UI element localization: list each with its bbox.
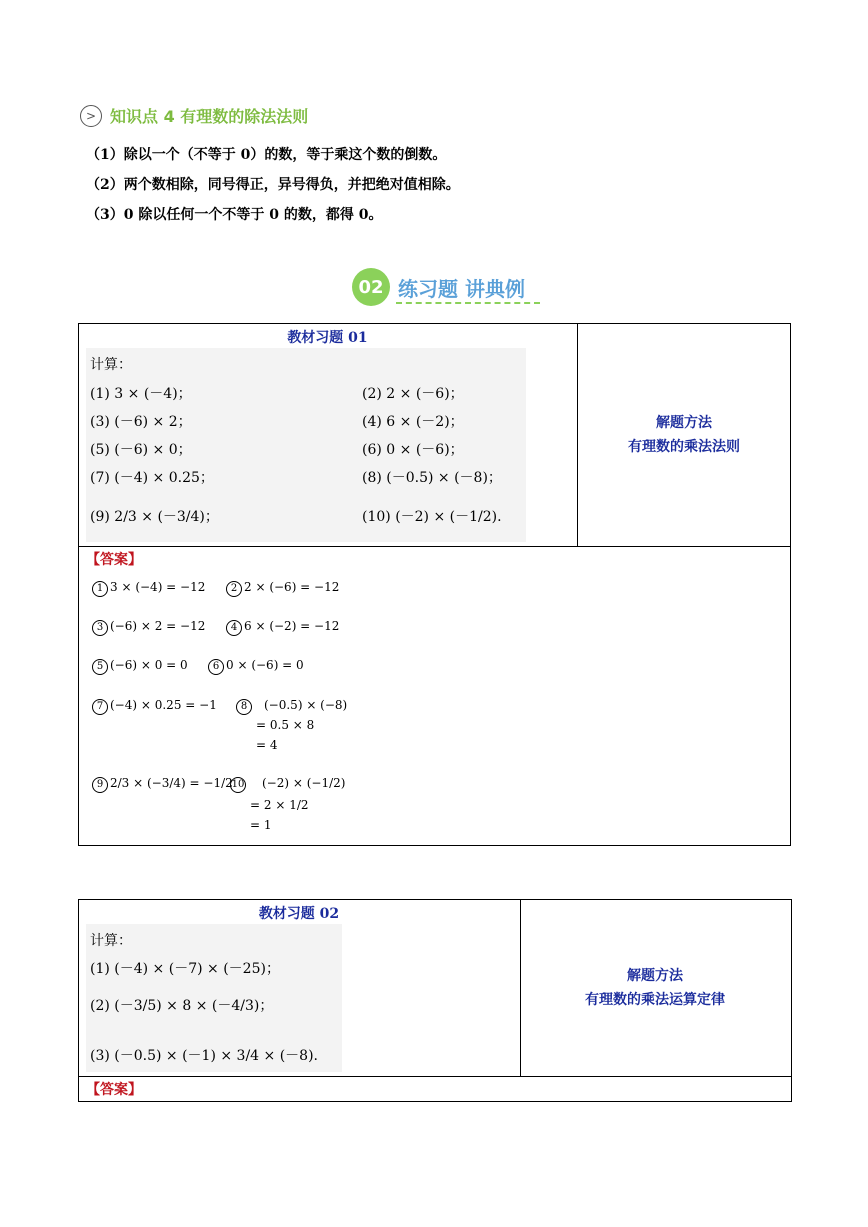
answer-8 [236, 698, 347, 715]
answer-5 [92, 658, 188, 675]
ex1-problem-7: (7) (－4) × 0.25； [90, 470, 214, 486]
ex1-problem-4: (4) 6 × (－2)； [362, 414, 464, 430]
answer-text: 6 × (−2) = −12 [244, 619, 340, 633]
answer-4 [226, 619, 339, 636]
ex1-problem-2: (2) 2 × (－6)； [362, 386, 464, 402]
answer-10-step-2: = 1 [250, 818, 272, 832]
answer-number: 1 [92, 581, 108, 597]
answer-number: 7 [92, 699, 108, 715]
answer-8-step-2: = 4 [256, 738, 278, 752]
ex1-problem-9: (9) 2/3 × (－3/4)； [90, 509, 219, 525]
answer-8-step-1: = 0.5 × 8 [256, 718, 315, 732]
method-label: 解题方法 [627, 968, 683, 984]
exercise-2-answer-divider [78, 1076, 791, 1077]
answer-2 [226, 580, 339, 597]
answer-text: (−6) × 0 = 0 [110, 658, 188, 672]
rule-3: （3）0 除以任何一个不等于 0 的数，都得 0。 [86, 207, 383, 223]
exercise-2-divider [520, 899, 521, 1076]
answer-number: 5 [92, 659, 108, 675]
knowledge-heading [80, 104, 308, 127]
answer-text: (−2) × (−1/2) [262, 776, 346, 790]
exercise-1-title: 教材习题 01 [287, 330, 368, 346]
ex1-problem-8: (8) (－0.5) × (－8)； [362, 470, 502, 486]
section-underline [396, 302, 540, 304]
method-text: 有理数的乘法运算定律 [585, 992, 725, 1008]
exercise-2-intro: 计算： [90, 933, 132, 949]
ex2-problem-3: (3) (－0.5) × (－1) × 3/4 × (－8). [90, 1048, 319, 1064]
answer-3 [92, 619, 205, 636]
ex2-problem-2: (2) (－3/5) × 8 × (－4/3)； [90, 998, 274, 1014]
answer-9 [92, 776, 233, 793]
exercise-1-answer-divider [78, 546, 790, 547]
answer-6 [208, 658, 304, 675]
exercise-1-answer-label: 【答案】 [86, 552, 142, 568]
answer-text: 0 × (−6) = 0 [226, 658, 304, 672]
answer-text: 3 × (−4) = −12 [110, 580, 206, 594]
exercise-2-method [522, 964, 788, 1012]
rule-1: （1）除以一个（不等于 0）的数，等于乘这个数的倒数。 [86, 147, 447, 163]
answer-number: 3 [92, 620, 108, 636]
exercise-2-answer-label: 【答案】 [86, 1082, 142, 1098]
exercise-1-intro: 计算： [90, 357, 132, 373]
exercise-1-method [580, 411, 788, 459]
answer-10 [230, 776, 345, 793]
method-text: 有理数的乘法法则 [628, 439, 740, 455]
answer-number: 6 [208, 659, 224, 675]
ex1-problem-3: (3) (－6) × 2； [90, 414, 192, 430]
answer-10-step-1: = 2 × 1/2 [250, 798, 309, 812]
ex1-problem-6: (6) 0 × (－6)； [362, 442, 464, 458]
exercise-1-divider [577, 323, 578, 546]
answer-text: (−4) × 0.25 = −1 [110, 698, 217, 712]
chevron-circle-icon: > [80, 105, 102, 127]
knowledge-title: 知识点 4 有理数的除法法则 [110, 107, 309, 126]
answer-text: 2/3 × (−3/4) = −1/2 [110, 776, 233, 790]
answer-number: 2 [226, 581, 242, 597]
answer-1 [92, 580, 205, 597]
answer-number: 9 [92, 777, 108, 793]
answer-number: 8 [236, 699, 252, 715]
exercise-2-title: 教材习题 02 [258, 906, 340, 922]
answer-number: 10 [230, 777, 246, 793]
answer-text: 2 × (−6) = −12 [244, 580, 340, 594]
answer-text: (−6) × 2 = −12 [110, 619, 206, 633]
method-label: 解题方法 [656, 415, 712, 431]
section-header [352, 268, 525, 306]
ex1-problem-5: (5) (－6) × 0； [90, 442, 192, 458]
section-title: 练习题 讲典例 [398, 276, 525, 301]
rule-2: （2）两个数相除，同号得正，异号得负，并把绝对值相除。 [86, 177, 460, 193]
ex1-problem-10: (10) (－2) × (－1/2). [362, 509, 502, 525]
answer-7 [92, 698, 217, 715]
answer-number: 4 [226, 620, 242, 636]
ex2-problem-1: (1) (－4) × (－7) × (－25)； [90, 961, 280, 977]
answer-text: (−0.5) × (−8) [264, 698, 348, 712]
section-badge: 02 [352, 268, 390, 306]
ex1-problem-1: (1) 3 × (－4)； [90, 386, 192, 402]
